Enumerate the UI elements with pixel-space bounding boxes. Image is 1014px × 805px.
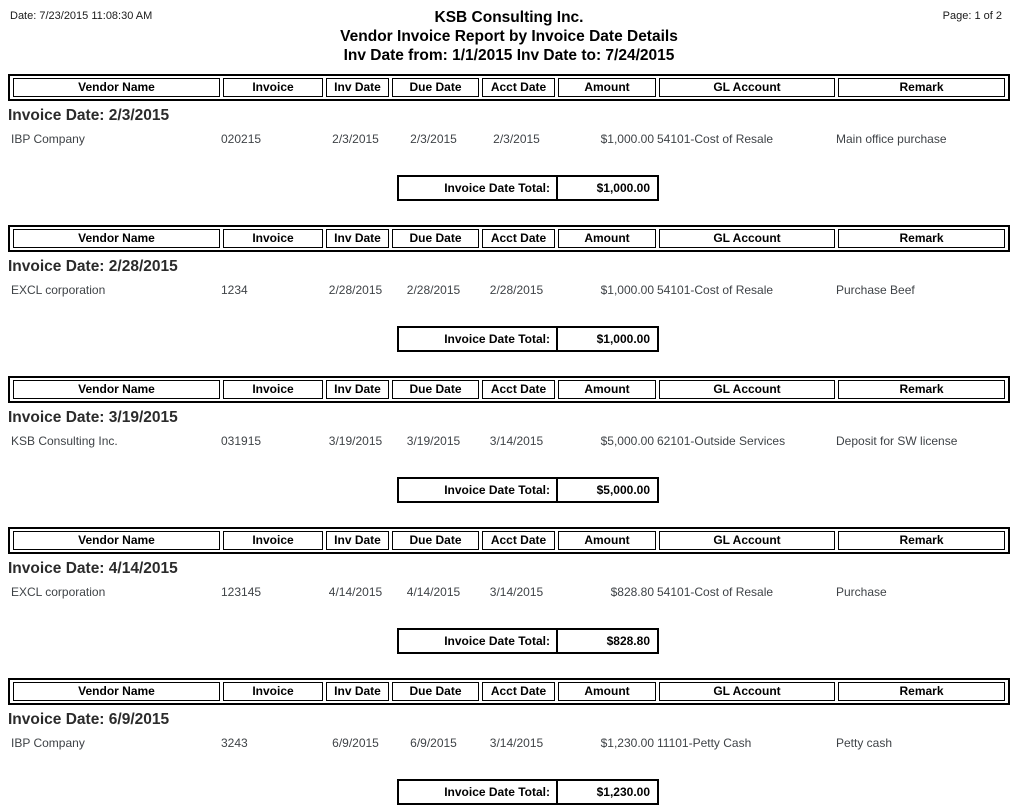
cell-acct-date: 2/28/2015 [489, 283, 544, 297]
cell-invoice-number: 031915 [221, 434, 262, 448]
column-header-gl-account: GL Account [659, 531, 835, 550]
column-header-row [13, 78, 1005, 97]
column-header-invoice: Invoice [223, 78, 323, 97]
column-header-vendor-name: Vendor Name [13, 78, 220, 97]
cell-amount: $1,000.00 [600, 132, 654, 146]
cell-amount: $828.80 [610, 585, 654, 599]
invoice-date-section [8, 74, 1010, 201]
company-name: KSB Consulting Inc. [434, 9, 584, 26]
column-header-vendor-name: Vendor Name [13, 229, 220, 248]
cell-amount: $1,230.00 [600, 736, 654, 750]
column-header-inv-date: Inv Date [326, 229, 389, 248]
column-header-remark: Remark [838, 380, 1005, 399]
column-header-inv-date: Inv Date [326, 380, 389, 399]
column-header-amount: Amount [558, 229, 656, 248]
invoice-date-section [8, 678, 1010, 805]
column-header-vendor-name: Vendor Name [13, 531, 220, 550]
cell-gl-account: 62101-Outside Services [657, 434, 786, 448]
invoice-date-section [8, 225, 1010, 352]
column-header-row [13, 531, 1005, 550]
cell-invoice-number: 3243 [221, 736, 248, 750]
total-label: Invoice Date Total: [398, 327, 557, 351]
column-header-table [8, 376, 1010, 403]
column-header-invoice: Invoice [223, 380, 323, 399]
total-row [398, 327, 658, 351]
column-header-row [13, 229, 1005, 248]
cell-remark: Petty cash [836, 736, 893, 750]
invoice-row [11, 735, 1003, 752]
cell-inv-date: 2/28/2015 [328, 283, 383, 297]
invoice-date-total-box [397, 175, 659, 201]
cell-vendor-name: EXCL corporation [11, 585, 106, 599]
column-header-amount: Amount [558, 682, 656, 701]
invoice-date-total-box [397, 628, 659, 654]
invoice-date-heading: Invoice Date: 6/9/2015 [8, 711, 170, 728]
column-header-inv-date: Inv Date [326, 531, 389, 550]
column-header-gl-account: GL Account [659, 682, 835, 701]
cell-gl-account: 54101-Cost of Resale [657, 585, 774, 599]
invoice-row [11, 433, 1003, 450]
cell-acct-date: 3/14/2015 [489, 585, 544, 599]
column-header-due-date: Due Date [392, 380, 479, 399]
total-value: $5,000.00 [557, 478, 658, 502]
cell-invoice-number: 1234 [221, 283, 248, 297]
report-date-range: Inv Date from: 1/1/2015 Inv Date to: 7/24/2015 [343, 47, 675, 64]
total-row [398, 176, 658, 200]
cell-vendor-name: KSB Consulting Inc. [11, 434, 118, 448]
cell-remark: Main office purchase [836, 132, 947, 146]
column-header-due-date: Due Date [392, 229, 479, 248]
total-value: $1,000.00 [557, 327, 658, 351]
print-date: Date: 7/23/2015 11:08:30 AM [10, 10, 153, 22]
column-header-gl-account: GL Account [659, 380, 835, 399]
invoice-detail-table [8, 735, 1006, 752]
invoice-detail-table [8, 584, 1006, 601]
cell-vendor-name: IBP Company [11, 736, 85, 750]
invoice-date-total-box [397, 779, 659, 805]
total-label: Invoice Date Total: [398, 629, 557, 653]
column-header-acct-date: Acct Date [482, 380, 555, 399]
cell-acct-date: 2/3/2015 [493, 132, 540, 146]
total-value: $1,230.00 [557, 780, 658, 804]
cell-invoice-number: 020215 [221, 132, 262, 146]
column-header-due-date: Due Date [392, 78, 479, 97]
cell-due-date: 4/14/2015 [406, 585, 461, 599]
invoice-date-heading: Invoice Date: 2/28/2015 [8, 258, 178, 275]
total-row [398, 780, 658, 804]
cell-inv-date: 3/19/2015 [328, 434, 383, 448]
cell-due-date: 2/28/2015 [406, 283, 461, 297]
invoice-date-heading: Invoice Date: 3/19/2015 [8, 409, 178, 426]
column-header-amount: Amount [558, 78, 656, 97]
invoice-row [11, 282, 1003, 299]
cell-due-date: 6/9/2015 [410, 736, 457, 750]
report-body [8, 74, 1010, 805]
cell-inv-date: 6/9/2015 [332, 736, 379, 750]
report-title: Vendor Invoice Report by Invoice Date Details [340, 28, 678, 45]
cell-remark: Purchase [836, 585, 887, 599]
invoice-detail-table [8, 433, 1006, 450]
column-header-due-date: Due Date [392, 682, 479, 701]
total-row [398, 478, 658, 502]
cell-gl-account: 54101-Cost of Resale [657, 283, 774, 297]
invoice-date-section [8, 376, 1010, 503]
invoice-row [11, 584, 1003, 601]
column-header-gl-account: GL Account [659, 78, 835, 97]
column-header-remark: Remark [838, 682, 1005, 701]
total-label: Invoice Date Total: [398, 780, 557, 804]
column-header-acct-date: Acct Date [482, 78, 555, 97]
cell-remark: Deposit for SW license [836, 434, 958, 448]
column-header-acct-date: Acct Date [482, 229, 555, 248]
invoice-date-total-box [397, 477, 659, 503]
column-header-due-date: Due Date [392, 531, 479, 550]
cell-gl-account: 54101-Cost of Resale [657, 132, 774, 146]
column-header-acct-date: Acct Date [482, 682, 555, 701]
cell-inv-date: 4/14/2015 [328, 585, 383, 599]
column-header-remark: Remark [838, 78, 1005, 97]
invoice-detail-table [8, 131, 1006, 148]
column-header-vendor-name: Vendor Name [13, 682, 220, 701]
column-header-invoice: Invoice [223, 229, 323, 248]
column-header-invoice: Invoice [223, 682, 323, 701]
column-header-row [13, 380, 1005, 399]
column-header-invoice: Invoice [223, 531, 323, 550]
invoice-date-heading: Invoice Date: 2/3/2015 [8, 107, 170, 124]
total-value: $828.80 [557, 629, 658, 653]
cell-due-date: 3/19/2015 [406, 434, 461, 448]
cell-vendor-name: EXCL corporation [11, 283, 106, 297]
column-header-table [8, 74, 1010, 101]
column-header-amount: Amount [558, 531, 656, 550]
cell-amount: $1,000.00 [600, 283, 654, 297]
total-label: Invoice Date Total: [398, 176, 557, 200]
total-value: $1,000.00 [557, 176, 658, 200]
report-titles [8, 7, 1010, 65]
invoice-date-total-box [397, 326, 659, 352]
column-header-table [8, 527, 1010, 554]
cell-vendor-name: IBP Company [11, 132, 85, 146]
column-header-amount: Amount [558, 380, 656, 399]
column-header-remark: Remark [838, 229, 1005, 248]
cell-acct-date: 3/14/2015 [489, 434, 544, 448]
cell-inv-date: 2/3/2015 [332, 132, 379, 146]
cell-amount: $5,000.00 [600, 434, 654, 448]
column-header-vendor-name: Vendor Name [13, 380, 220, 399]
column-header-acct-date: Acct Date [482, 531, 555, 550]
cell-invoice-number: 123145 [221, 585, 262, 599]
total-row [398, 629, 658, 653]
cell-acct-date: 3/14/2015 [489, 736, 544, 750]
page-number: Page: 1 of 2 [942, 10, 1002, 22]
column-header-table [8, 225, 1010, 252]
cell-due-date: 2/3/2015 [410, 132, 457, 146]
column-header-row [13, 682, 1005, 701]
total-label: Invoice Date Total: [398, 478, 557, 502]
cell-gl-account: 11101-Petty Cash [657, 736, 752, 750]
column-header-inv-date: Inv Date [326, 78, 389, 97]
invoice-row [11, 131, 1003, 148]
invoice-date-heading: Invoice Date: 4/14/2015 [8, 560, 178, 577]
page-header [8, 7, 1010, 74]
invoice-detail-table [8, 282, 1006, 299]
column-header-inv-date: Inv Date [326, 682, 389, 701]
column-header-gl-account: GL Account [659, 229, 835, 248]
invoice-date-section [8, 527, 1010, 654]
column-header-remark: Remark [838, 531, 1005, 550]
cell-remark: Purchase Beef [836, 283, 915, 297]
column-header-table [8, 678, 1010, 705]
